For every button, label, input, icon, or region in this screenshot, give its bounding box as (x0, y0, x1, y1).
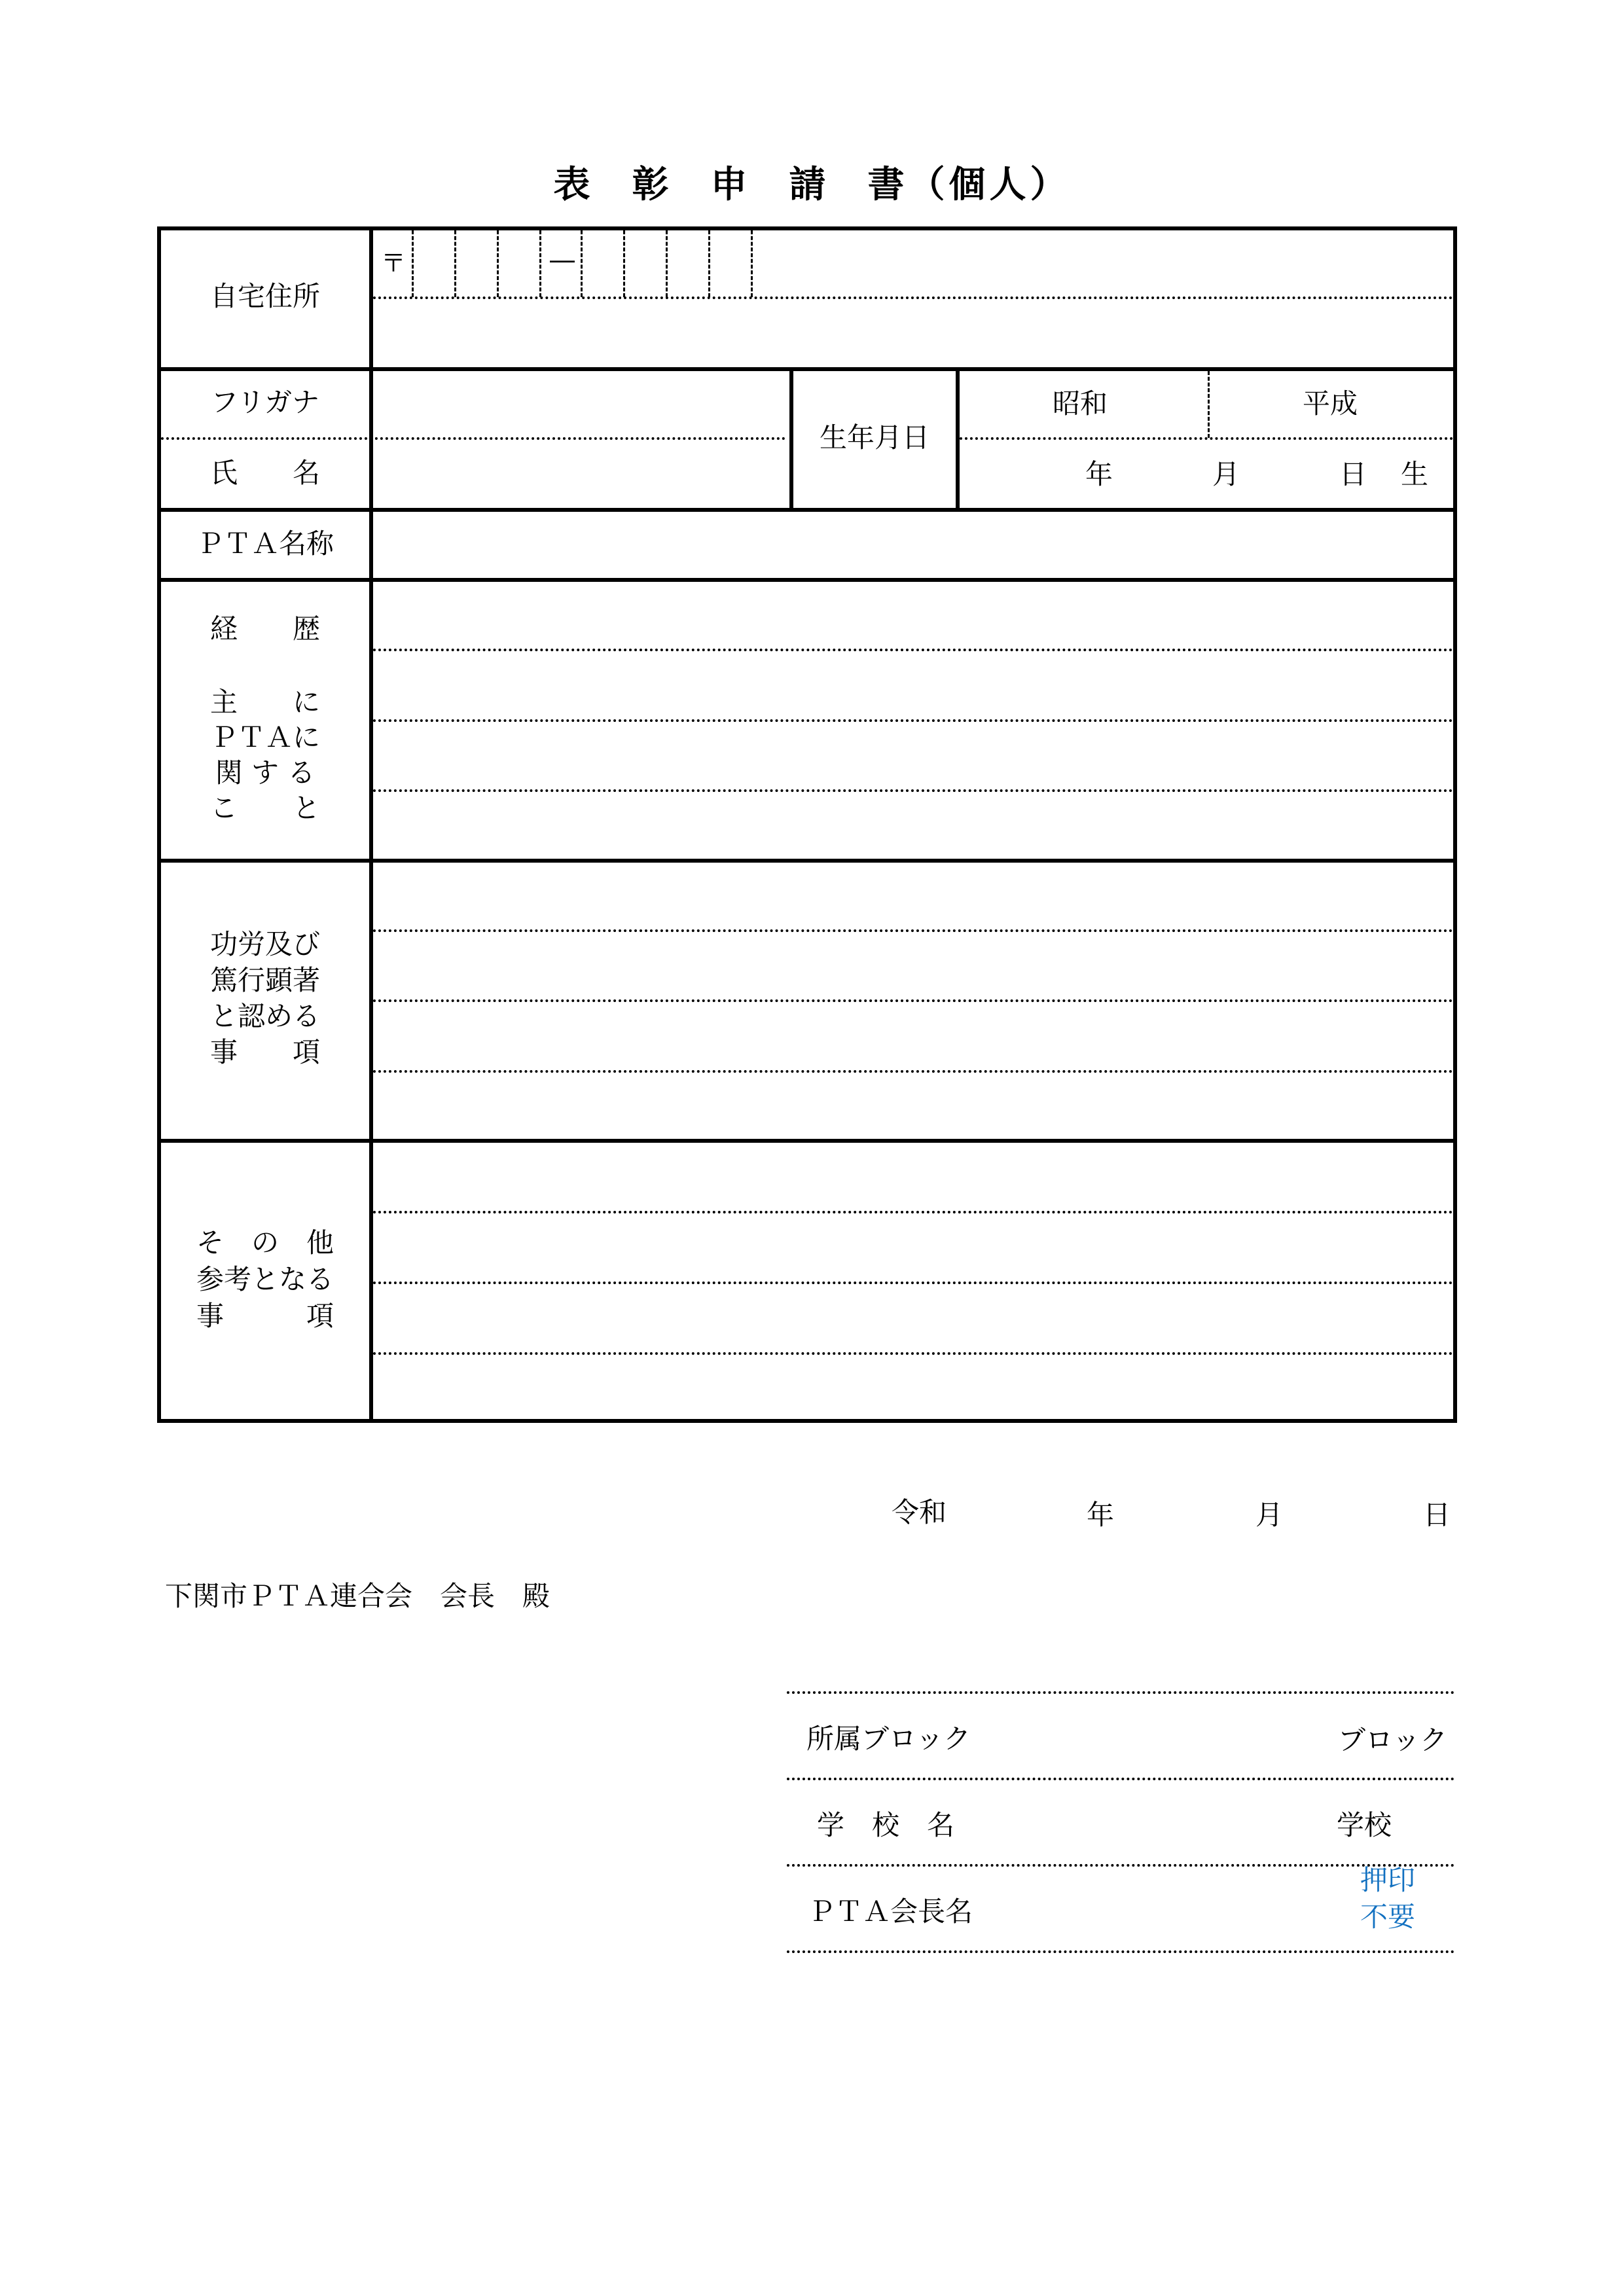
merits-label-line: 篤行顕著 (209, 964, 320, 996)
career-label-line: 経 歴 (209, 613, 320, 645)
date-year-unit: 年 (1087, 1499, 1115, 1531)
postal-code-input[interactable] (414, 230, 751, 296)
career-label-line: こ と (209, 792, 320, 824)
pta-name-label: ＰＴＡ名称 (196, 528, 334, 560)
birthdate-label: 生年月日 (819, 422, 929, 454)
address-line-1-input[interactable] (754, 230, 1452, 296)
title-char: 彰 (632, 164, 673, 206)
school-input[interactable] (1047, 1783, 1329, 1861)
birth-year-unit: 年 (1085, 458, 1113, 490)
address-line-2-input[interactable] (373, 300, 1452, 367)
title-char: 請 (789, 164, 830, 206)
birthdate-dotted-divider (960, 437, 1453, 440)
birthdate-input[interactable] (960, 440, 1452, 507)
career-label-line: ＰＴＡに (209, 721, 320, 753)
pta-name-input[interactable] (373, 512, 1452, 577)
date-day-unit: 日 (1423, 1499, 1451, 1531)
title-suffix: （個人） (908, 164, 1071, 206)
address-dotted-divider (373, 296, 1453, 299)
furigana-input[interactable] (373, 371, 783, 437)
school-suffix: 学校 (1337, 1809, 1392, 1841)
birth-suffix: 生 (1401, 458, 1429, 490)
other-label-line: 参考となる (196, 1263, 334, 1295)
date-era: 令和 (892, 1496, 947, 1528)
postal-cell-divider (751, 230, 753, 297)
birth-day-unit: 日 (1339, 458, 1367, 490)
career-label-line: 関 す る (215, 757, 316, 789)
title-char: 書 (867, 164, 909, 206)
merits-input[interactable] (373, 863, 1452, 1138)
address-label: 自宅住所 (209, 280, 320, 312)
merits-label-line: 功労及び (209, 928, 320, 960)
date-input[interactable] (949, 1492, 1447, 1538)
era-showa[interactable]: 昭和 (1053, 387, 1108, 420)
block-input[interactable] (1047, 1696, 1329, 1775)
president-name-input[interactable] (1047, 1869, 1329, 1948)
era-heisei[interactable]: 平成 (1303, 387, 1358, 420)
addressee: 下関市ＰＴＡ連合会 会長 殿 (165, 1580, 550, 1612)
school-label: 学 校 名 (817, 1809, 955, 1841)
applicant-line (787, 1864, 1454, 1867)
era-divider (1208, 371, 1210, 438)
row-divider (157, 367, 1457, 371)
merits-label-line: 事 項 (209, 1036, 320, 1068)
postal-dash: ― (550, 245, 575, 274)
postal-mark: 〒 (381, 249, 406, 278)
seal-not-required-note-line2: 不要 (1360, 1901, 1416, 1933)
table-border-bottom (157, 1419, 1457, 1423)
applicant-line (787, 1691, 1454, 1694)
applicant-line (787, 1778, 1454, 1780)
table-border-right (1453, 226, 1457, 1423)
title-char: 申 (710, 164, 751, 206)
title-char: 表 (553, 164, 594, 206)
block-suffix: ブロック (1338, 1724, 1448, 1756)
name-label: 氏 名 (209, 457, 320, 489)
merits-label-line: と認める (209, 1000, 320, 1032)
president-label: ＰＴＡ会長名 (808, 1895, 973, 1928)
name-dotted-divider (161, 437, 785, 440)
other-label-line: そ の 他 (196, 1227, 334, 1259)
birth-month-unit: 月 (1212, 458, 1240, 490)
other-input[interactable] (373, 1143, 1452, 1418)
document-title (0, 156, 1624, 208)
other-label-line: 事 項 (196, 1300, 334, 1332)
block-label: 所属ブロック (806, 1723, 971, 1755)
seal-not-required-note-line1: 押印 (1360, 1864, 1416, 1896)
applicant-line (787, 1950, 1454, 1953)
career-input[interactable] (373, 582, 1452, 857)
furigana-label: フリガナ (211, 386, 319, 418)
date-month-unit: 月 (1255, 1499, 1284, 1531)
career-label-line: 主 に (209, 686, 320, 718)
name-input[interactable] (373, 440, 783, 507)
